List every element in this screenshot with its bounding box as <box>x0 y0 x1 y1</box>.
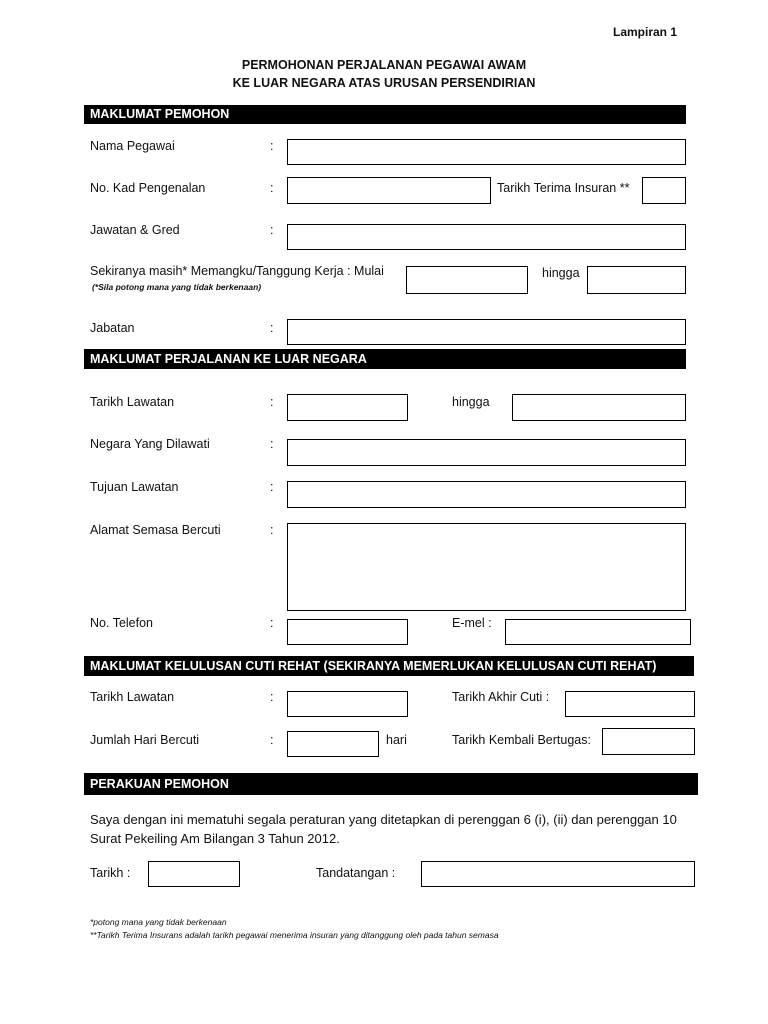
tarikh-hingga-input[interactable] <box>512 394 686 421</box>
colon: : <box>270 480 274 494</box>
negara-input[interactable] <box>287 439 686 466</box>
jawatan-label: Jawatan & Gred <box>90 223 180 237</box>
hari-label: hari <box>386 733 407 747</box>
alamat-label: Alamat Semasa Bercuti <box>90 523 221 537</box>
sekiranya-label: Sekiranya masih* Memangku/Tanggung Kerja : Mulai <box>90 264 384 278</box>
tarikh-lawatan-input[interactable] <box>287 394 408 421</box>
tujuan-label: Tujuan Lawatan <box>90 480 179 494</box>
section-header-kelulusan: MAKLUMAT KELULUSAN CUTI REHAT (SEKIRANYA MEMERLUKAN KELULUSAN CUTI REHAT) <box>84 656 694 676</box>
tandatangan-input[interactable] <box>421 861 695 887</box>
section-header-pemohon: MAKLUMAT PEMOHON <box>84 105 686 124</box>
telefon-input[interactable] <box>287 619 408 645</box>
perakuan-tarikh-input[interactable] <box>148 861 240 887</box>
tandatangan-label: Tandatangan : <box>316 866 396 880</box>
sekiranya-note: (*Sila potong mana yang tidak berkenaan) <box>92 282 262 292</box>
negara-label: Negara Yang Dilawati <box>90 437 210 451</box>
footnote-2: **Tarikh Terima Insurans adalah tarikh pegawai menerima insuran yang ditanggung oleh pada tahun semasa <box>90 930 499 940</box>
colon: : <box>270 395 274 409</box>
declaration-text: Saya dengan ini mematuhi segala peraturan yang ditetapkan di perenggan 6 (i), (ii) dan perenggan 10 Surat Pekeiling Am Bilangan 3 Tahun 2012. <box>90 812 677 846</box>
colon: : <box>270 690 274 704</box>
form-title-line2: KE LUAR NEGARA ATAS URUSAN PERSENDIRIAN <box>232 76 536 90</box>
tujuan-input[interactable] <box>287 481 686 508</box>
akhir-cuti-input[interactable] <box>565 691 695 717</box>
alamat-textarea[interactable] <box>287 523 686 611</box>
emel-label: E-mel : <box>452 616 492 630</box>
insuran-input[interactable] <box>642 177 686 204</box>
emel-input[interactable] <box>505 619 691 645</box>
colon: : <box>270 523 274 537</box>
hingga-label: hingga <box>542 266 580 280</box>
form-title-line1: PERMOHONAN PERJALANAN PEGAWAI AWAM <box>241 58 527 72</box>
kembali-label: Tarikh Kembali Bertugas: <box>452 733 591 747</box>
jumlah-hari-label: Jumlah Hari Bercuti <box>90 733 200 747</box>
jawatan-input[interactable] <box>287 224 686 250</box>
cuti-tarikh-input[interactable] <box>287 691 408 717</box>
perakuan-tarikh-label: Tarikh : <box>90 866 131 880</box>
nama-label: Nama Pegawai <box>90 139 175 153</box>
telefon-label: No. Telefon <box>90 616 154 630</box>
appendix-label: Lampiran 1 <box>613 25 678 39</box>
tarikh-lawatan-label: Tarikh Lawatan <box>90 690 175 704</box>
kembali-input[interactable] <box>602 728 695 755</box>
tarikh-lawatan-label: Tarikh Lawatan <box>90 395 175 409</box>
jabatan-input[interactable] <box>287 319 686 345</box>
nama-input[interactable] <box>287 139 686 165</box>
colon: : <box>270 139 274 153</box>
colon: : <box>270 181 274 195</box>
footnote-1: *potong mana yang tidak berkenaan <box>90 917 227 927</box>
kad-label: No. Kad Pengenalan <box>90 181 206 195</box>
colon: : <box>270 223 274 237</box>
mulai-input[interactable] <box>406 266 528 294</box>
section-header-perakuan: PERAKUAN PEMOHON <box>84 773 698 795</box>
colon: : <box>270 616 274 630</box>
hingga-input[interactable] <box>587 266 686 294</box>
akhir-cuti-label: Tarikh Akhir Cuti : <box>452 690 550 704</box>
insuran-label: Tarikh Terima Insuran ** <box>497 181 630 195</box>
section-header-perjalanan: MAKLUMAT PERJALANAN KE LUAR NEGARA <box>84 349 686 369</box>
kad-input[interactable] <box>287 177 491 204</box>
colon: : <box>270 733 274 747</box>
colon: : <box>270 437 274 451</box>
jabatan-label: Jabatan <box>90 321 135 335</box>
colon: : <box>270 321 274 335</box>
jumlah-hari-input[interactable] <box>287 731 379 757</box>
hingga-label: hingga <box>452 395 490 409</box>
